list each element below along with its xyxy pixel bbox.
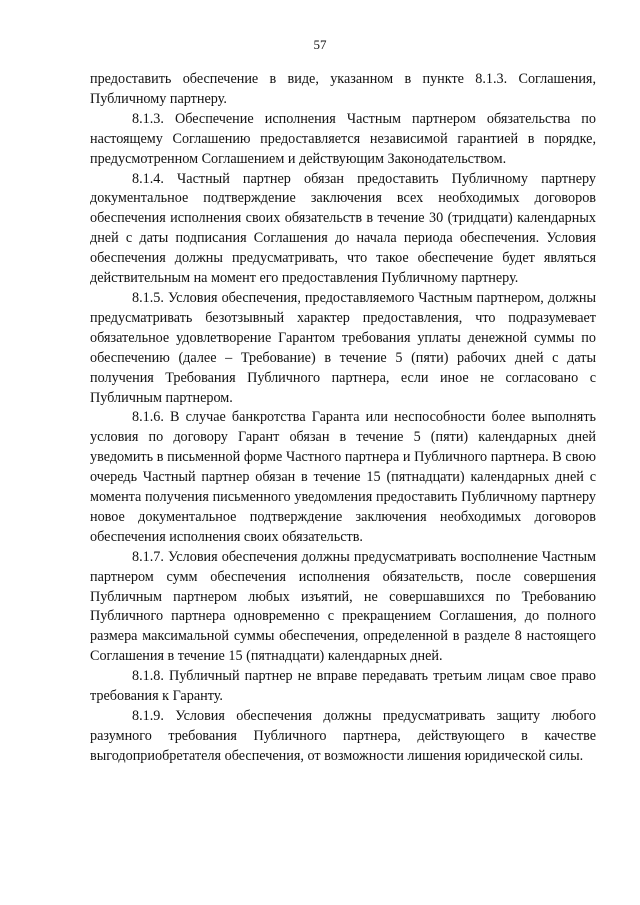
paragraph-8-1-3: 8.1.3. Обеспечение исполнения Частным партнером обязательства по настоящему Соглашению предоставляется независимой гарантией в порядке, предусмотренном Соглашением и действующим Законодательством. <box>90 110 596 167</box>
paragraph-8-1-6: 8.1.6. В случае банкротства Гаранта или неспособности более выполнять условия по договору Гарант обязан в течение 5 (пяти) календарных дней уведомить в письменной форме Частного партнера и Публичного партнера. В свою очередь Частный партнер обязан в течение 15 (пятнадцати) календарных дней с момента получения письменного уведомления предоставить Публичному партнеру новое документальное подтверждение заключения необходимых договоров обеспечения исполнения своих обязательств. <box>90 409 596 545</box>
paragraph-8-1-4: 8.1.4. Частный партнер обязан предоставить Публичному партнеру документальное подтверждение заключения всех необходимых договоров обеспечения исполнения своих обязательств в течение 30 (тридцати) календарных дней с даты подписания Соглашения до начала периода обеспечения. Условия обеспечения должны предусматривать, что такое обеспечение будет являться действительным на момент его предоставления Публичному партнеру. <box>90 170 596 287</box>
paragraph-8-1-9: 8.1.9. Условия обеспечения должны предусматривать защиту любого разумного требования Публичного партнера, действующего в качестве выгодоприобретателя обеспечения, от возможности лишения юридической силы. <box>90 708 596 764</box>
paragraph-8-1-7: 8.1.7. Условия обеспечения должны предусматривать восполнение Частным партнером сумм обеспечения исполнения обязательств, после совершения Публичным партнером любых изъятий, не совершавшихся по Требованию Публичного партнера одновременно с прекращением Соглашения, до полного размера максимальной суммы обеспечения, определенной в разделе 8 настоящего Соглашения в течение 15 (пятнадцати) календарных дней. <box>90 548 596 665</box>
page-number: 57 <box>313 37 327 52</box>
document-body <box>90 70 596 767</box>
paragraph-8-1-8: 8.1.8. Публичный партнер не вправе передавать третьим лицам свое право требования к Гаранту. <box>90 668 596 705</box>
paragraph-continuation: предоставить обеспечение в виде, указанном в пункте 8.1.3. Соглашения, Публичному партнеру. <box>90 71 596 107</box>
paragraph-8-1-5: 8.1.5. Условия обеспечения, предоставляемого Частным партнером, должны предусматривать безотзывный характер предоставления, что подразумевает обязательное удовлетворение Гарантом требования уплаты денежной суммы по обеспечению (далее – Требование) в течение 5 (пяти) рабочих дней с даты получения Требования Публичного партнера, если иное не согласовано с Публичным партнером. <box>90 289 596 406</box>
